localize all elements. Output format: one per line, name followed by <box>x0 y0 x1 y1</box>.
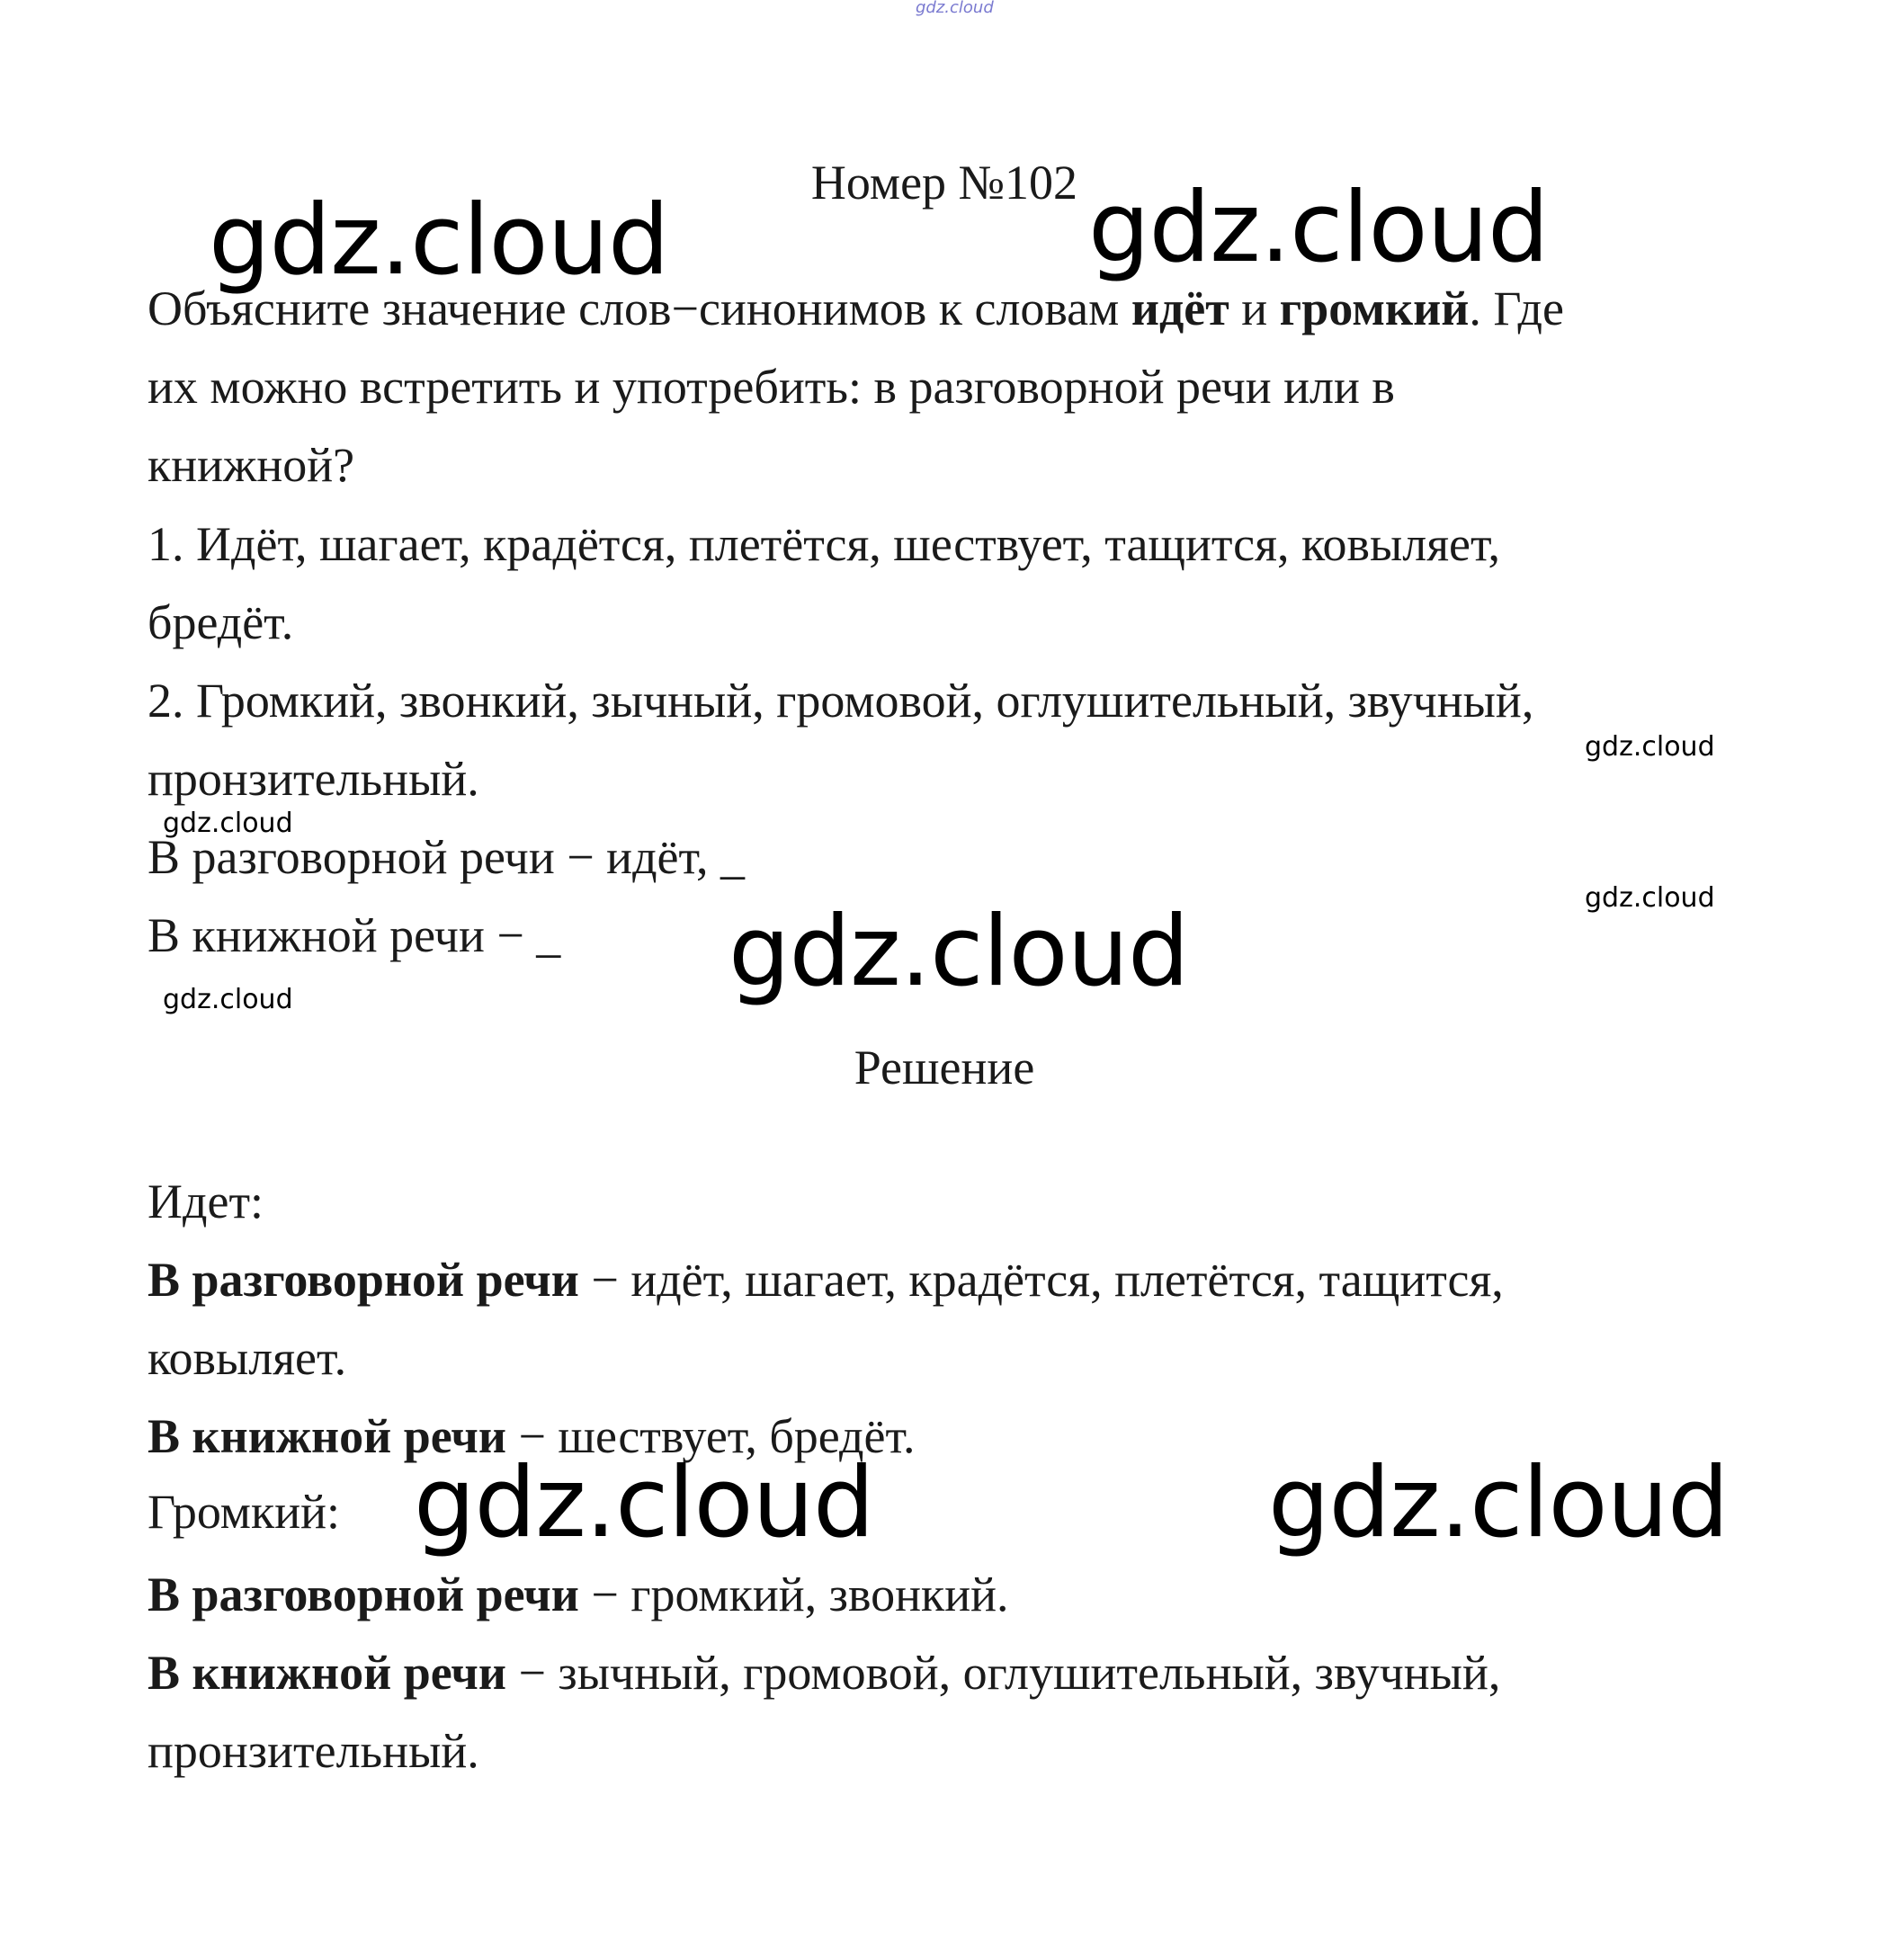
bookish-words: − шествует, бредёт. <box>505 1409 916 1463</box>
bookish-label: В книжной речи <box>147 1646 506 1700</box>
solution-idet-colloquial <box>147 1253 1504 1307</box>
task-item-1: 1. Идёт, шагает, крадётся, плетётся, шествует, тащится, ковыляет, <box>147 517 1501 571</box>
prompt-keyword: идёт <box>1131 281 1229 335</box>
solution-gromkiy-colloquial <box>147 1567 1009 1621</box>
colloquial-words: − идёт, шагает, крадётся, плетётся, тащится, <box>578 1253 1504 1307</box>
task-item-1-cont: бредёт. <box>147 595 294 649</box>
task-prompt-line-1 <box>147 281 1564 335</box>
watermark-top: gdz.cloud <box>916 0 994 17</box>
task-item-2: 2. Громкий, звонкий, зычный, громовой, оглушительный, звучный, <box>147 674 1534 728</box>
watermark-large: gdz.cloud <box>209 184 669 297</box>
prompt-text: . Где <box>1469 281 1564 335</box>
colloquial-label: В разговорной речи <box>147 1253 579 1307</box>
task-prompt-line-3: книжной? <box>147 438 355 492</box>
watermark-large: gdz.cloud <box>1088 172 1549 284</box>
colloquial-words: − громкий, звонкий. <box>578 1567 1009 1621</box>
bookish-label: В книжной речи <box>147 1409 506 1463</box>
watermark-small: gdz.cloud <box>1585 882 1715 914</box>
watermark-large: gdz.cloud <box>729 896 1189 1008</box>
solution-gromkiy-label: Громкий: <box>147 1485 340 1539</box>
bookish-words: − зычный, громовой, оглушительный, звучный, <box>505 1646 1501 1700</box>
solution-idet-label: Идет: <box>147 1174 264 1228</box>
blank-colloquial: В разговорной речи − идёт, _ <box>147 830 746 884</box>
solution-gromkiy-bookish <box>147 1646 1501 1700</box>
watermark-small: gdz.cloud <box>163 808 293 839</box>
prompt-keyword: громкий <box>1279 281 1470 335</box>
watermark-large: gdz.cloud <box>414 1447 874 1559</box>
task-item-2-cont: пронзительный. <box>147 752 479 806</box>
solution-idet-colloquial-cont: ковыляет. <box>147 1331 347 1385</box>
solution-gromkiy-bookish-cont: пронзительный. <box>147 1724 479 1778</box>
prompt-text: и <box>1229 281 1280 335</box>
watermark-small: gdz.cloud <box>1585 731 1715 763</box>
solution-heading: Решение <box>854 1041 1035 1094</box>
blank-bookish: В книжной речи − _ <box>147 908 561 962</box>
colloquial-label: В разговорной речи <box>147 1567 579 1621</box>
watermark-small: gdz.cloud <box>163 984 293 1015</box>
task-prompt-line-2: их можно встретить и употребить: в разговорной речи или в <box>147 360 1395 414</box>
task-title: Номер №102 <box>810 156 1078 210</box>
watermark-large: gdz.cloud <box>1268 1447 1729 1559</box>
prompt-text: Объясните значение слов−синонимов к словам <box>147 281 1131 335</box>
